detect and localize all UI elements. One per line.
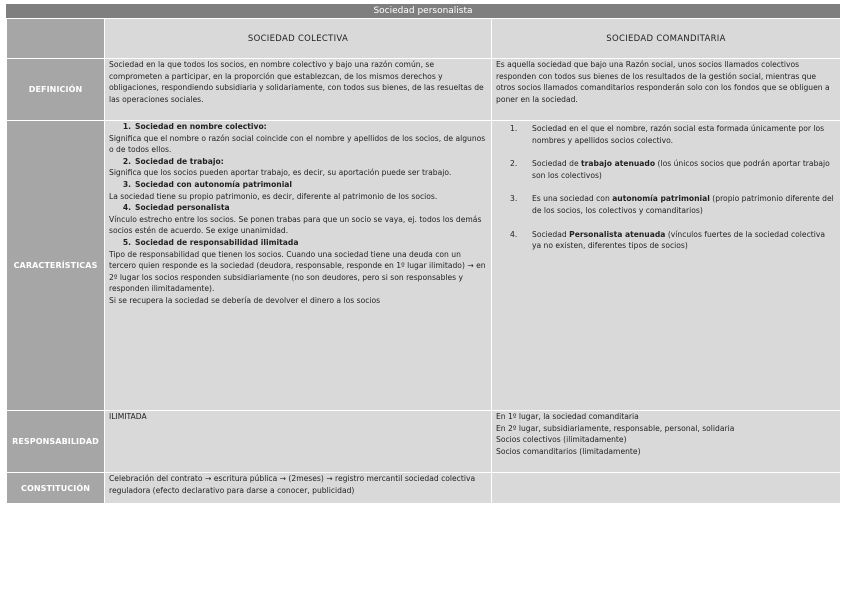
- row-caracteristicas: [7, 121, 841, 411]
- row-definicion: [7, 59, 841, 121]
- list-item: 1. Sociedad en el que el nombre, razón social esta formada únicamente por los nombres y apellidos socios colectivo.: [510, 124, 825, 145]
- list-item: Socios colectivos (ilimitadamente): [496, 435, 627, 445]
- column-header-comanditaria: SOCIEDAD COMANDITARIA: [492, 19, 841, 59]
- list-item-text: Significa que los socios pueden aportar trabajo, es decir, su aportación puede ser trabajo.: [109, 168, 452, 178]
- row-constitucion: [7, 473, 841, 504]
- list-item-text: Significa que el nombre o razón social coincide con el nombre y apellidos de los socios, de algunos o de todos ellos.: [109, 133, 486, 155]
- list-item: Socios comanditarios (limitadamente): [496, 446, 641, 456]
- row-label-constitucion: CONSTITUCIÓN: [7, 473, 105, 504]
- list-item: 3. Es una sociedad con autonomía patrimonial (propio patrimonio diferente del de los socios, los colectivos y comanditarios): [510, 194, 834, 215]
- definicion-colectiva: Sociedad en la que todos los socios, en nombre colectivo y bajo una razón común, se comprometen a participar, en la proporción que establezcan, de los mismos derechos y obligaciones, respondiendo subsidiaria y solidariamente, con todos sus bienes, de las resueltas de las operaciones sociales.: [105, 59, 492, 121]
- list-item: 4. Sociedad personalista: [122, 203, 230, 213]
- constitucion-comanditaria: [492, 473, 841, 504]
- list-item: 3. Sociedad con autonomía patrimonial: [122, 179, 293, 189]
- list-item: En 1º lugar, la sociedad comanditaria: [496, 412, 639, 421]
- comparison-table: [6, 18, 841, 504]
- caracteristicas-colectiva: [105, 121, 492, 411]
- row-responsabilidad: [7, 411, 841, 473]
- corner-cell: [7, 19, 105, 59]
- header-row: [7, 19, 841, 59]
- row-label-definicion: DEFINICIÓN: [7, 59, 105, 121]
- row-label-responsabilidad: RESPONSABILIDAD: [7, 411, 105, 473]
- list-item: 2. Sociedad de trabajo atenuado (los únicos socios que podrán aportar trabajo son los colectivos): [510, 159, 830, 180]
- responsabilidad-colectiva: ILIMITADA: [105, 411, 492, 473]
- column-header-colectiva: SOCIEDAD COLECTIVA: [105, 19, 492, 59]
- constitucion-colectiva: Celebración del contrato → escritura pública → (2meses) → registro mercantil sociedad colectiva reguladora (efecto declarativo para darse a conocer, publicidad): [105, 473, 492, 504]
- list-item: 2. Sociedad de trabajo:: [122, 156, 224, 166]
- list-item-text: La sociedad tiene su propio patrimonio, es decir, diferente al patrimonio de los socios.: [109, 191, 438, 201]
- responsabilidad-comanditaria: [492, 411, 841, 473]
- definicion-comanditaria: Es aquella sociedad que bajo una Razón social, unos socios llamados colectivos responden con todos sus bienes de los resultados de la gestión social, mientras que otros socios llamados comanditarios responderán solo con los fondos que se obliguen a poner en la sociedad.: [492, 59, 841, 121]
- list-item: 5. Sociedad de responsabilidad ilimitada: [122, 237, 299, 247]
- caracteristicas-comanditaria: [492, 121, 841, 411]
- row-label-caracteristicas: CARACTERÍSTICAS: [7, 121, 105, 411]
- list-item: En 2º lugar, subsidiariamente, responsable, personal, solidaria: [496, 423, 735, 433]
- list-item-text: Tipo de responsabilidad que tienen los socios. Cuando una sociedad tiene una deuda con un tercero quien responde es la sociedad (deudora, responsable, responde en 1º lugar ilimitado) → en 2º lugar los socios responden subsidiariamente (no son deudores, pero si son responsables y responden ilimitadamente). Si se recupera la sociedad se debería de devolver el dinero a los socios: [109, 249, 486, 305]
- table-title: Sociedad personalista: [6, 4, 840, 18]
- list-item: 4. Sociedad Personalista atenuada (vínculos fuertes de la sociedad colectiva ya no existen, diferentes tipos de socios): [510, 229, 825, 251]
- list-item: 1. Sociedad en nombre colectivo:: [122, 122, 267, 131]
- list-item-text: Vínculo estrecho entre los socios. Se ponen trabas para que un socio se vaya, ej. todos los demás socios estén de acuerdo. Se exige unanimidad.: [109, 214, 482, 236]
